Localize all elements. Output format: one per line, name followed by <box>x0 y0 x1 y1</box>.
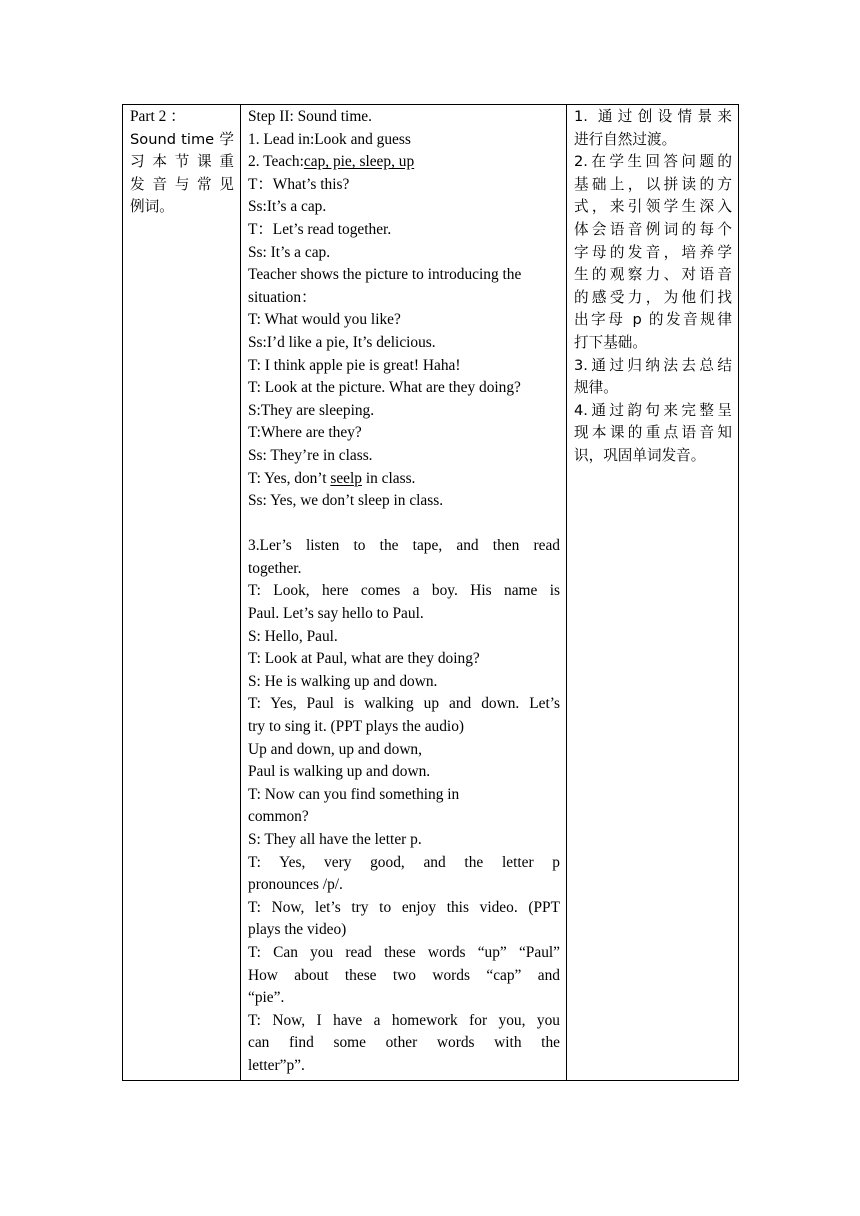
step-line: T: Can you read these words “up” “Paul” <box>248 943 560 961</box>
purpose-line: 打下基础。 <box>574 333 647 351</box>
step-line <box>248 151 560 174</box>
step-line: T：What’s this? <box>248 175 350 193</box>
step-line: T: Look, here comes a boy. His name is <box>248 582 560 600</box>
step-line: Paul is walking up and down. <box>248 763 431 781</box>
step-line: Ss: Yes, we don’t sleep in class. <box>248 492 444 510</box>
lesson-plan-table <box>122 104 739 1081</box>
purpose-line: 规律。 <box>574 379 618 397</box>
teach-words: cap, pie, sleep, up <box>303 153 415 171</box>
step-line: S: They all have the letter p. <box>248 831 422 848</box>
purpose-line: 4.通过韵句来完整呈 <box>574 401 732 419</box>
teach-label: 2. Teach: <box>248 153 304 171</box>
step-line: plays the video) <box>248 921 347 939</box>
step-line: Ss:I’d like a pie, It’s delicious. <box>248 333 436 351</box>
part-text-line: Sound time 学 <box>130 130 234 148</box>
step-cell <box>241 105 567 1081</box>
step-line: situation： <box>248 288 317 306</box>
step-line: “pie”. <box>248 989 285 1007</box>
blank-line <box>248 513 560 536</box>
step-line: together. <box>248 559 302 577</box>
step-line: try to sing it. (PPT plays the audio) <box>248 718 465 736</box>
table-row <box>123 105 739 1081</box>
step-line: Paul. Let’s say hello to Paul. <box>248 605 424 623</box>
purpose-line: 字母的发音，培养学 <box>574 243 732 261</box>
purpose-line: 进行自然过渡。 <box>574 130 677 148</box>
step-line: Ss: It’s a cap. <box>248 243 331 261</box>
step-line: T: I think apple pie is great! Haha! <box>248 356 461 374</box>
step-line: Ss: They’re in class. <box>248 446 373 464</box>
purpose-line: 式，来引领学生深入 <box>574 198 732 216</box>
step-line: T: Now, I have a homework for you, you <box>248 1011 560 1029</box>
purpose-line: 出字母 p 的发音规律 <box>574 311 732 329</box>
step-title: Step II: Sound time. <box>248 108 372 125</box>
step-line: T:Where are they? <box>248 424 362 442</box>
step-text: in class. <box>361 469 416 487</box>
step-line: T: Yes, Paul is walking up and down. Let’s <box>248 695 560 713</box>
purpose-line: 现本课的重点语音知 <box>574 424 732 442</box>
step-line: T: What would you like? <box>248 311 401 329</box>
purpose-line: 体会语音例词的每个 <box>574 220 732 238</box>
step-line: Ss:It’s a cap. <box>248 198 327 216</box>
step-line: Up and down, up and down, <box>248 740 422 758</box>
step-line: 3.Ler’s listen to the tape, and then read <box>248 537 560 555</box>
step-line: S: Hello, Paul. <box>248 627 338 645</box>
purpose-line: 2.在学生回答问题的 <box>574 153 732 171</box>
part-cell <box>123 105 241 1081</box>
purpose-line: 生的观察力、对语音 <box>574 266 732 284</box>
step-line: How about these two words “cap” and <box>248 966 560 984</box>
step-line: T: Look at the picture. What are they doing? <box>248 379 521 397</box>
step-line: letter”p”. <box>248 1056 305 1074</box>
purpose-line: 识，巩固单词发音。 <box>574 446 706 464</box>
step-line: T：Let’s read together. <box>248 220 392 238</box>
purpose-line: 3.通过归纳法去总结 <box>574 356 732 374</box>
step-text: T: Yes, don’t <box>248 469 331 487</box>
part-text-line: 发音与常见 <box>130 175 234 193</box>
step-line: T: Now, let’s try to enjoy this video. (PPT <box>248 898 560 916</box>
step-line: S: He is walking up and down. <box>248 672 438 690</box>
step-line: pronounces /p/. <box>248 876 343 894</box>
step-line: T: Yes, very good, and the letter p <box>248 853 560 871</box>
step-line: can find some other words with the <box>248 1034 560 1052</box>
step-line: Teacher shows the picture to introducing the <box>248 266 522 284</box>
step-line: T: Now can you find something in <box>248 785 460 803</box>
step-line: T: Look at Paul, what are they doing? <box>248 650 480 668</box>
underlined-word: seelp <box>330 469 362 487</box>
step-line: 1. Lead in:Look and guess <box>248 130 411 148</box>
part-text-line: 习本节课重 <box>130 153 234 171</box>
purpose-line: 基础上，以拼读的方 <box>574 175 732 193</box>
purpose-line: 的感受力，为他们找 <box>574 288 732 306</box>
purpose-cell <box>567 105 739 1081</box>
purpose-line: 1. 通过创设情景来 <box>574 108 732 125</box>
step-line <box>248 468 560 491</box>
step-line: common? <box>248 808 309 826</box>
step-line: S:They are sleeping. <box>248 401 375 419</box>
part-text-line: 例词。 <box>130 198 174 216</box>
part-title: Part 2 ： <box>130 108 186 125</box>
